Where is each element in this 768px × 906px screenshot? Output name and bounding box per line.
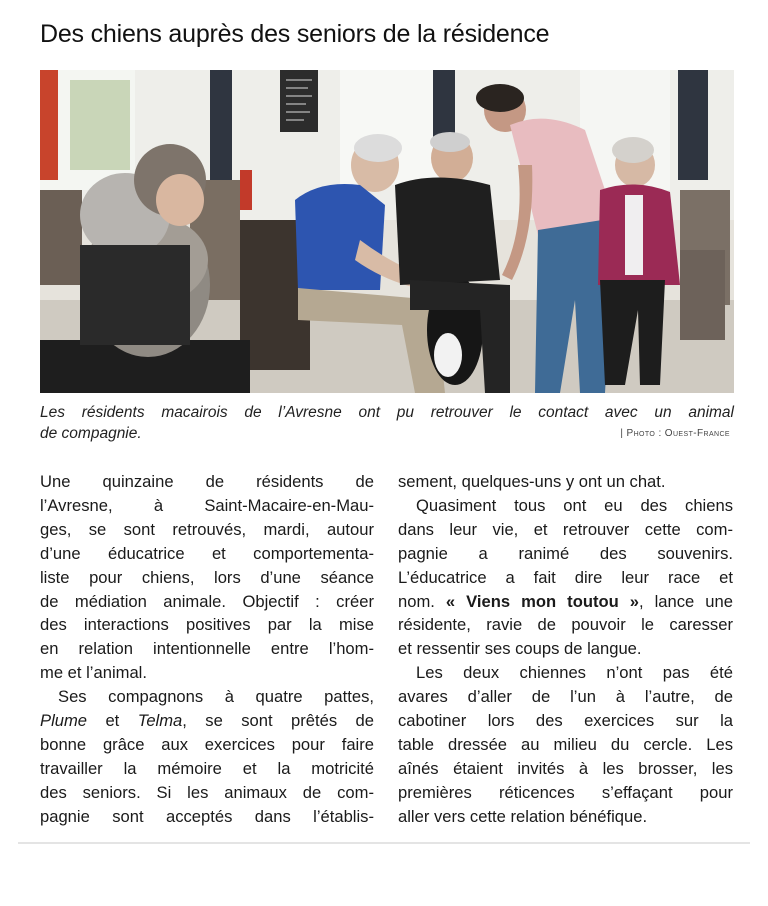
text-line: des interactions positives par la mise [40,615,374,635]
text-fragment: et [87,711,138,731]
text-fragment: , se sont prêtés de [182,711,374,731]
text-line: ges, se sont retrouvés, mardi, autour [40,519,374,539]
photo-illustration [40,70,734,393]
text-line: aînés étaient invités à les brosser, les [398,758,733,778]
text-line: sement, quelques-uns y ont un chat. [398,472,666,491]
text-line [40,709,374,733]
text-line [398,590,733,614]
text-fragment: , lance une [639,591,733,611]
article-column-right [398,470,733,829]
text-line: des seniors. Si les animaux de com- [40,782,374,802]
text-line: l’Avresne, à Saint-Macaire-en-Mau- [40,495,374,515]
dog-name-plume: Plume [40,711,88,731]
text-line: Ses compagnons à quatre pattes, [58,687,374,707]
text-line: liste pour chiens, lors d’une séance [40,567,374,587]
text-line: bonne grâce aux exercices pour faire [40,734,374,754]
text-line: pagnie sont acceptés dans l’établis- [40,806,374,826]
text-line: résidente, ravie de pouvoir le caresser [398,615,733,635]
text-line: et ressentir ses coups de langue. [398,639,642,659]
text-line: pagnie a ranimé des souvenirs. [398,543,733,563]
text-line: aller vers cette relation bénéfique. [398,806,648,826]
credit-text: Photo : Ouest-France [626,428,730,439]
caption-line: Les résidents macairois de l’Avresne ont pu retrouver le contact avec un animal [40,404,734,421]
article-title: Des chiens auprès des seniors de la résidence [40,20,550,48]
text-line: dans leur vie, et retrouver cette com- [398,519,733,539]
text-line: premières réticences s’effaçant pour [398,782,733,802]
article-photo [40,70,734,393]
text-line: travailler la mémoire et la motricité [40,758,374,778]
text-line: avares d’aller de l’un à l’autre, de [398,687,733,707]
text-line: de médiation animale. Objectif : créer [40,591,374,611]
text-line: Quasiment tous ont eu des chiens [416,495,733,515]
quote-text: « Viens mon toutou » [445,591,639,611]
credit-separator: | [620,428,627,439]
text-line: me et l’animal. [40,663,147,683]
bottom-divider [18,842,750,844]
photo-credit [620,428,730,439]
text-line: d’une éducatrice et comportementa- [40,543,374,563]
text-line: Les deux chiennes n’ont pas été [416,663,733,683]
dog-name-telma: Telma [137,711,183,731]
text-line: cabotiner lors des exercices sur la [398,711,733,731]
text-line: Une quinzaine de résidents de [40,472,374,491]
caption-line: de compagnie. [40,425,142,442]
text-fragment: nom. [398,591,446,611]
text-line: L’éducatrice a fait dire leur race et [398,567,733,587]
text-line: table dressée au milieu du cercle. Les [398,734,733,754]
text-line: en relation intentionnelle entre l’hom- [40,639,374,659]
article-column-left [40,470,374,829]
